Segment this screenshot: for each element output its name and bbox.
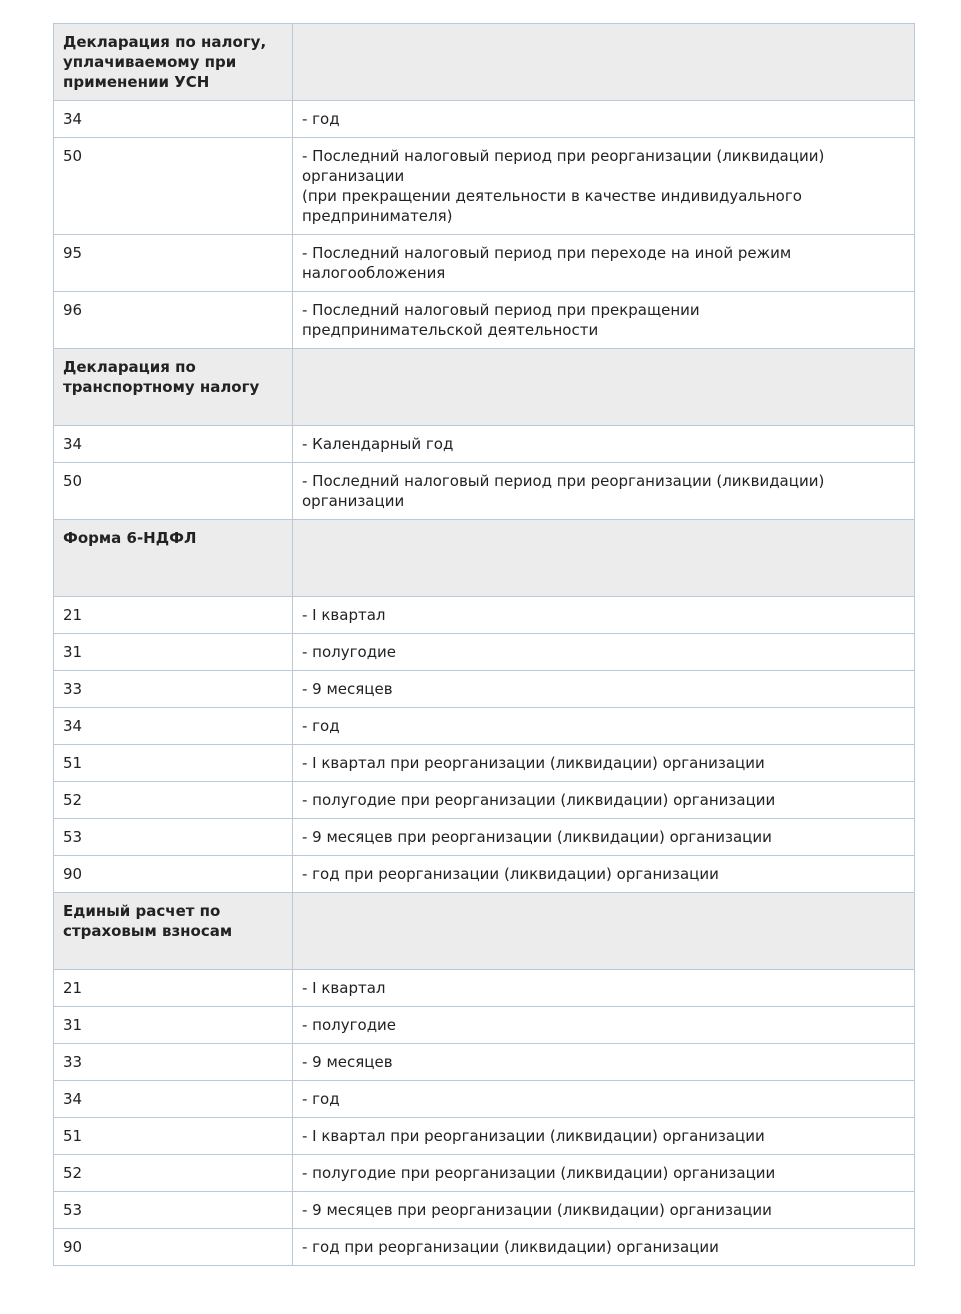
- section-title-line: применении УСН: [63, 73, 210, 91]
- table-row: [54, 1044, 915, 1081]
- description-line: - Календарный год: [302, 435, 454, 453]
- period-code: 96: [54, 292, 293, 349]
- table-row: [54, 745, 915, 782]
- period-code: 95: [54, 235, 293, 292]
- section-title-line: уплачиваемому при: [63, 53, 237, 71]
- period-code: 34: [54, 426, 293, 463]
- period-code: 90: [54, 856, 293, 893]
- tax-period-codes-table: [53, 23, 915, 1266]
- period-code: 50: [54, 138, 293, 235]
- period-code: 52: [54, 1155, 293, 1192]
- section-empty-cell: [293, 24, 915, 101]
- table-row: [54, 426, 915, 463]
- period-code: 34: [54, 101, 293, 138]
- description-line: - полугодие при реорганизации (ликвидации) организации: [302, 791, 776, 809]
- section-title-line: Единый расчет по: [63, 902, 221, 920]
- period-code: 53: [54, 1192, 293, 1229]
- table-row: [54, 782, 915, 819]
- section-title: [54, 349, 293, 426]
- period-description: [293, 597, 915, 634]
- section-title: [54, 893, 293, 970]
- description-line: - Последний налоговый период при реорганизации (ликвидации): [302, 472, 825, 490]
- period-code: 52: [54, 782, 293, 819]
- table-body: [54, 24, 915, 1266]
- period-code: 21: [54, 597, 293, 634]
- section-title-line: Декларация по: [63, 358, 196, 376]
- description-line: - полугодие: [302, 643, 397, 661]
- period-description: [293, 292, 915, 349]
- description-line: - 9 месяцев: [302, 1053, 393, 1071]
- table-row: [54, 970, 915, 1007]
- period-code: 34: [54, 708, 293, 745]
- period-description: [293, 101, 915, 138]
- period-code: 31: [54, 1007, 293, 1044]
- description-line: - 9 месяцев при реорганизации (ликвидации) организации: [302, 828, 772, 846]
- period-description: [293, 1118, 915, 1155]
- table-row: [54, 856, 915, 893]
- section-title-line: транспортному налогу: [63, 378, 260, 396]
- description-line: - I квартал при реорганизации (ликвидации) организации: [302, 754, 765, 772]
- table-row: [54, 1155, 915, 1192]
- description-line: - Последний налоговый период при переходе на иной режим: [302, 244, 792, 262]
- section-title: [54, 520, 293, 597]
- period-code: 21: [54, 970, 293, 1007]
- table-row: [54, 1192, 915, 1229]
- period-description: [293, 138, 915, 235]
- section-empty-cell: [293, 520, 915, 597]
- description-line: организации: [302, 492, 405, 510]
- period-description: [293, 634, 915, 671]
- description-line: - полугодие при реорганизации (ликвидации) организации: [302, 1164, 776, 1182]
- period-code: 33: [54, 1044, 293, 1081]
- description-line: - год: [302, 1090, 340, 1108]
- section-title: [54, 24, 293, 101]
- table-row: [54, 1081, 915, 1118]
- period-description: [293, 745, 915, 782]
- section-header-row: [54, 520, 915, 597]
- description-line: предпринимателя): [302, 207, 453, 225]
- section-header-row: [54, 893, 915, 970]
- description-line: - год при реорганизации (ликвидации) организации: [302, 865, 719, 883]
- period-description: [293, 426, 915, 463]
- description-line: - I квартал: [302, 606, 386, 624]
- period-description: [293, 1155, 915, 1192]
- period-code: 50: [54, 463, 293, 520]
- description-line: - Последний налоговый период при прекращении: [302, 301, 700, 319]
- table-row: [54, 463, 915, 520]
- section-title-line: страховым взносам: [63, 922, 233, 940]
- period-description: [293, 819, 915, 856]
- period-description: [293, 671, 915, 708]
- period-description: [293, 970, 915, 1007]
- table-row: [54, 1229, 915, 1266]
- description-line: - 9 месяцев: [302, 680, 393, 698]
- description-line: - 9 месяцев при реорганизации (ликвидации) организации: [302, 1201, 772, 1219]
- description-line: - полугодие: [302, 1016, 397, 1034]
- table-row: [54, 292, 915, 349]
- period-description: [293, 1044, 915, 1081]
- period-description: [293, 1081, 915, 1118]
- table-row: [54, 708, 915, 745]
- period-description: [293, 856, 915, 893]
- table-row: [54, 101, 915, 138]
- period-code: 34: [54, 1081, 293, 1118]
- period-code: 31: [54, 634, 293, 671]
- description-line: - год при реорганизации (ликвидации) организации: [302, 1238, 719, 1256]
- table-row: [54, 138, 915, 235]
- table-row: [54, 634, 915, 671]
- period-code: 53: [54, 819, 293, 856]
- description-line: - год: [302, 717, 340, 735]
- period-description: [293, 463, 915, 520]
- table-row: [54, 819, 915, 856]
- period-description: [293, 1229, 915, 1266]
- period-description: [293, 708, 915, 745]
- description-line: налогообложения: [302, 264, 446, 282]
- table-row: [54, 235, 915, 292]
- description-line: - год: [302, 110, 340, 128]
- section-empty-cell: [293, 349, 915, 426]
- description-line: - Последний налоговый период при реорганизации (ликвидации): [302, 147, 825, 165]
- period-code: 90: [54, 1229, 293, 1266]
- section-empty-cell: [293, 893, 915, 970]
- description-line: организации: [302, 167, 405, 185]
- table-row: [54, 597, 915, 634]
- description-line: предпринимательской деятельности: [302, 321, 599, 339]
- period-description: [293, 235, 915, 292]
- section-title-line: Декларация по налогу,: [63, 33, 267, 51]
- table-row: [54, 671, 915, 708]
- period-code: 51: [54, 745, 293, 782]
- period-description: [293, 782, 915, 819]
- period-description: [293, 1192, 915, 1229]
- period-code: 33: [54, 671, 293, 708]
- description-line: - I квартал: [302, 979, 386, 997]
- description-line: - I квартал при реорганизации (ликвидации) организации: [302, 1127, 765, 1145]
- table-row: [54, 1118, 915, 1155]
- section-header-row: [54, 24, 915, 101]
- section-title-line: Форма 6-НДФЛ: [63, 529, 197, 547]
- section-header-row: [54, 349, 915, 426]
- description-line: (при прекращении деятельности в качестве индивидуального: [302, 187, 802, 205]
- table-row: [54, 1007, 915, 1044]
- period-description: [293, 1007, 915, 1044]
- period-code: 51: [54, 1118, 293, 1155]
